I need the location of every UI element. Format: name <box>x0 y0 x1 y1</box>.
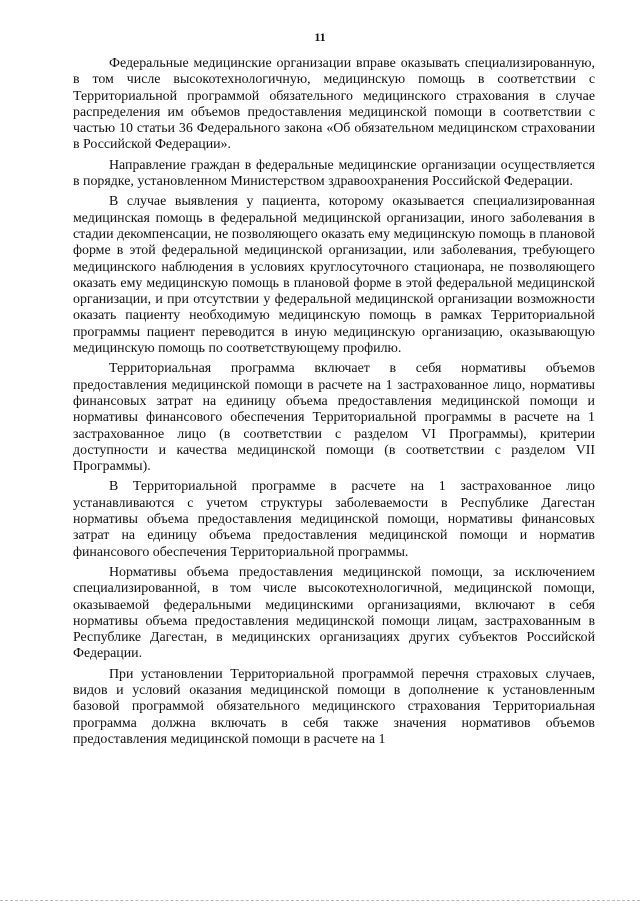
paragraph-volume-norms: Нормативы объема предоставления медицинской помощи, за исключением специализированной, в том числе высокотехнологичной, медицинской помощи, оказываемой федеральными медицинскими организациями, включают в себя нормативы объема предоставления медицинской помощи лицам, застрахованным в Республике Дагестан, в медицинских организациях других субъектов Российской Федерации. <box>73 564 595 662</box>
paragraph-norms-established: В Территориальной программе в расчете на 1 застрахованное лицо устанавливаются с учетом структуры заболеваемости в Республике Дагестан нормативы объема предоставления медицинской помощи, нормативы финансовых затрат на единицу объема предоставления медицинской помощи и норматив финансового обеспечения Территориальной программы. <box>73 479 595 560</box>
paragraph-program-norms: Территориальная программа включает в себя нормативы объемов предоставления медицинской помощи в расчете на 1 застрахованное лицо, нормативы финансовых затрат на единицу объема предоставления медицинской помощи и нормативы финансового обеспечения Территориальной программы в расчете на 1 застрахованное лицо (в соответствии с разделом VI Программы), критерии доступности и качества медицинской помощи (в соответствии с разделом VII Программы). <box>73 361 595 475</box>
document-body <box>73 56 595 752</box>
paragraph-insurance-cases: При установлении Территориальной программой перечня страховых случаев, видов и условий оказания медицинской помощи в дополнение к установленным базовой программой обязательного медицинского страхования Территориальная программа должна включать в себя также значения нормативов объемов предоставления медицинской помощи в расчете на 1 <box>73 666 595 747</box>
page-number: 11 <box>314 30 326 44</box>
paragraph-referral: Направление граждан в федеральные медицинские организации осуществляется в порядке, установленном Министерством здравоохранения Российской Федерации. <box>73 157 595 190</box>
paragraph-patient-transfer: В случае выявления у пациента, которому оказывается специализированная медицинская помощь в федеральной медицинской организации, иного заболевания в стадии декомпенсации, не позволяющего оказать ему медицинскую помощь в плановой форме в этой федеральной медицинской организации, или заболевания, требующего медицинского наблюдения в условиях круглосуточного стационара, не позволяющего оказать ему медицинскую помощь в плановой форме в этой федеральной медицинской организации, и при отсутствии у федеральной медицинской организации возможности оказать пациенту необходимую медицинскую помощь в рамках Территориальной программы пациент переводится в иную медицинскую организацию, оказывающую медицинскую помощь по соответствующему профилю. <box>73 194 595 357</box>
paragraph-federal-organizations: Федеральные медицинские организации вправе оказывать специализированную, в том числе высокотехнологичную, медицинскую помощь в соответствии с Территориальной программой обязательного медицинского страхования в случае распределения им объемов предоставления медицинской помощи в соответствии с частью 10 статьи 36 Федерального закона «Об обязательном медицинском страховании в Российской Федерации». <box>73 56 595 153</box>
scan-edge-divider <box>0 900 640 901</box>
